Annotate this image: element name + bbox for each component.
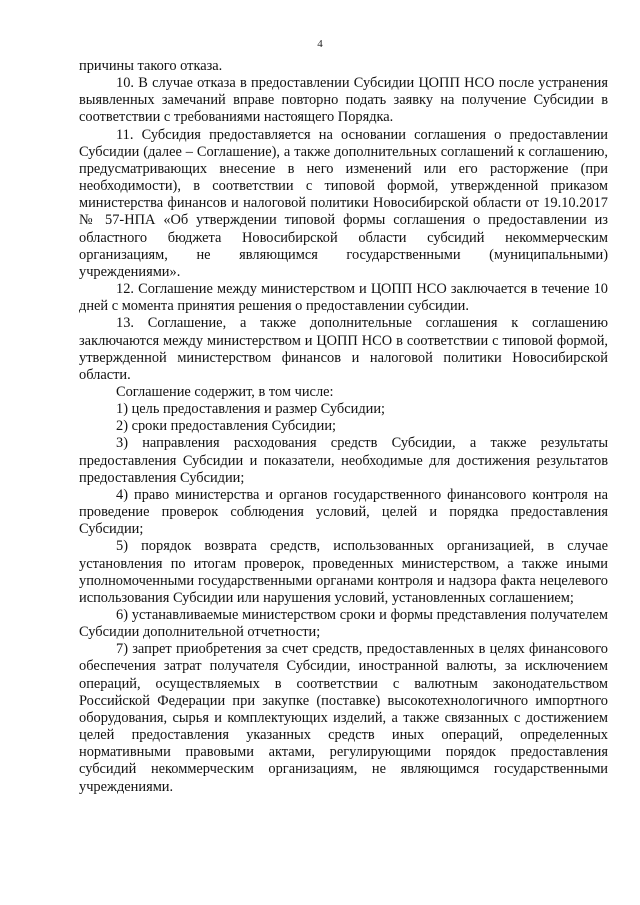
paragraph-agreement-contents: Соглашение содержит, в том числе: [116,383,334,400]
list-item-3: 3) направления расходования средств Субсидии, а также результаты предоставления Субсидии и показатели, необходимые для достижения результатов предоставления Субсидии; [79,435,608,486]
paragraph-continuation: причины такого отказа. [79,58,223,74]
list-item-5: 5) порядок возврата средств, использованных организацией, в случае установления по итогам проверок, проведенных министерством, а также иными уполномоченными государственными органами контроля и надзора факта нецелевого использования Субсидии или нарушения условий, установленных соглашением; [79,538,608,606]
paragraph-item-10: 10. В случае отказа в предоставлении Субсидии ЦОПП НСО после устранения выявленных замечаний вправе повторно подать заявку на получение Субсидии в соответствии с требованиями настоящего Порядка. [79,75,608,126]
page-number: 4 [317,38,323,50]
list-item-4: 4) право министерства и органов государственного финансового контроля на проведение проверок соблюдения условий, целей и порядка предоставления Субсидии; [79,486,608,538]
paragraph-item-12: 12. Соглашение между министерством и ЦОПП НСО заключается в течение 10 дней с момента принятия решения о предоставлении субсидии. [79,281,608,315]
paragraph-item-13: 13. Соглашение, а также дополнительные соглашения к соглашению заключаются между министерством и ЦОПП НСО в соответствии с типовой формой, утвержденной министерством финансов и налоговой политики Новосибирской области. [79,315,608,383]
list-item-2: 2) сроки предоставления Субсидии; [116,418,337,435]
document-body [79,58,608,796]
list-item-6: 6) устанавливаемые министерством сроки и формы представления получателем Субсидии дополнительной отчетности; [79,607,608,641]
list-item-1: 1) цель предоставления и размер Субсидии; [116,401,386,418]
list-item-7: 7) запрет приобретения за счет средств, предоставленных в целях финансового обеспечения затрат получателя Субсидии, иностранной валюты, за исключением операций, осуществляемых в соответствии с валютным законодательством Российской Федерации при закупке (поставке) высокотехнологичного импортного оборудования, сырья и комплектующих изделий, а также связанных с достижением целей предоставления указанных средств иных операций, определенных нормативными правовыми актами, регулирующими порядок предоставления субсидий некоммерческим организациям, не являющимся государственными учреждениями. [79,641,608,795]
paragraph-item-11: 11. Субсидия предоставляется на основании соглашения о предоставлении Субсидии (далее – Соглашение), а также дополнительных соглашений к соглашению, предусматривающих внесение в него изменений или его расторжение (при необходимости), в соответствии с типовой формой, утвержденной приказом министерства финансов и налоговой политики Новосибирской области от 19.10.2017 № 57-НПА «Об утверждении типовой формы соглашения о предоставлении из областного бюджета Новосибирской области субсидий некоммерческим организациям, не являющимся государственными (муниципальными) учреждениями». [79,126,608,280]
